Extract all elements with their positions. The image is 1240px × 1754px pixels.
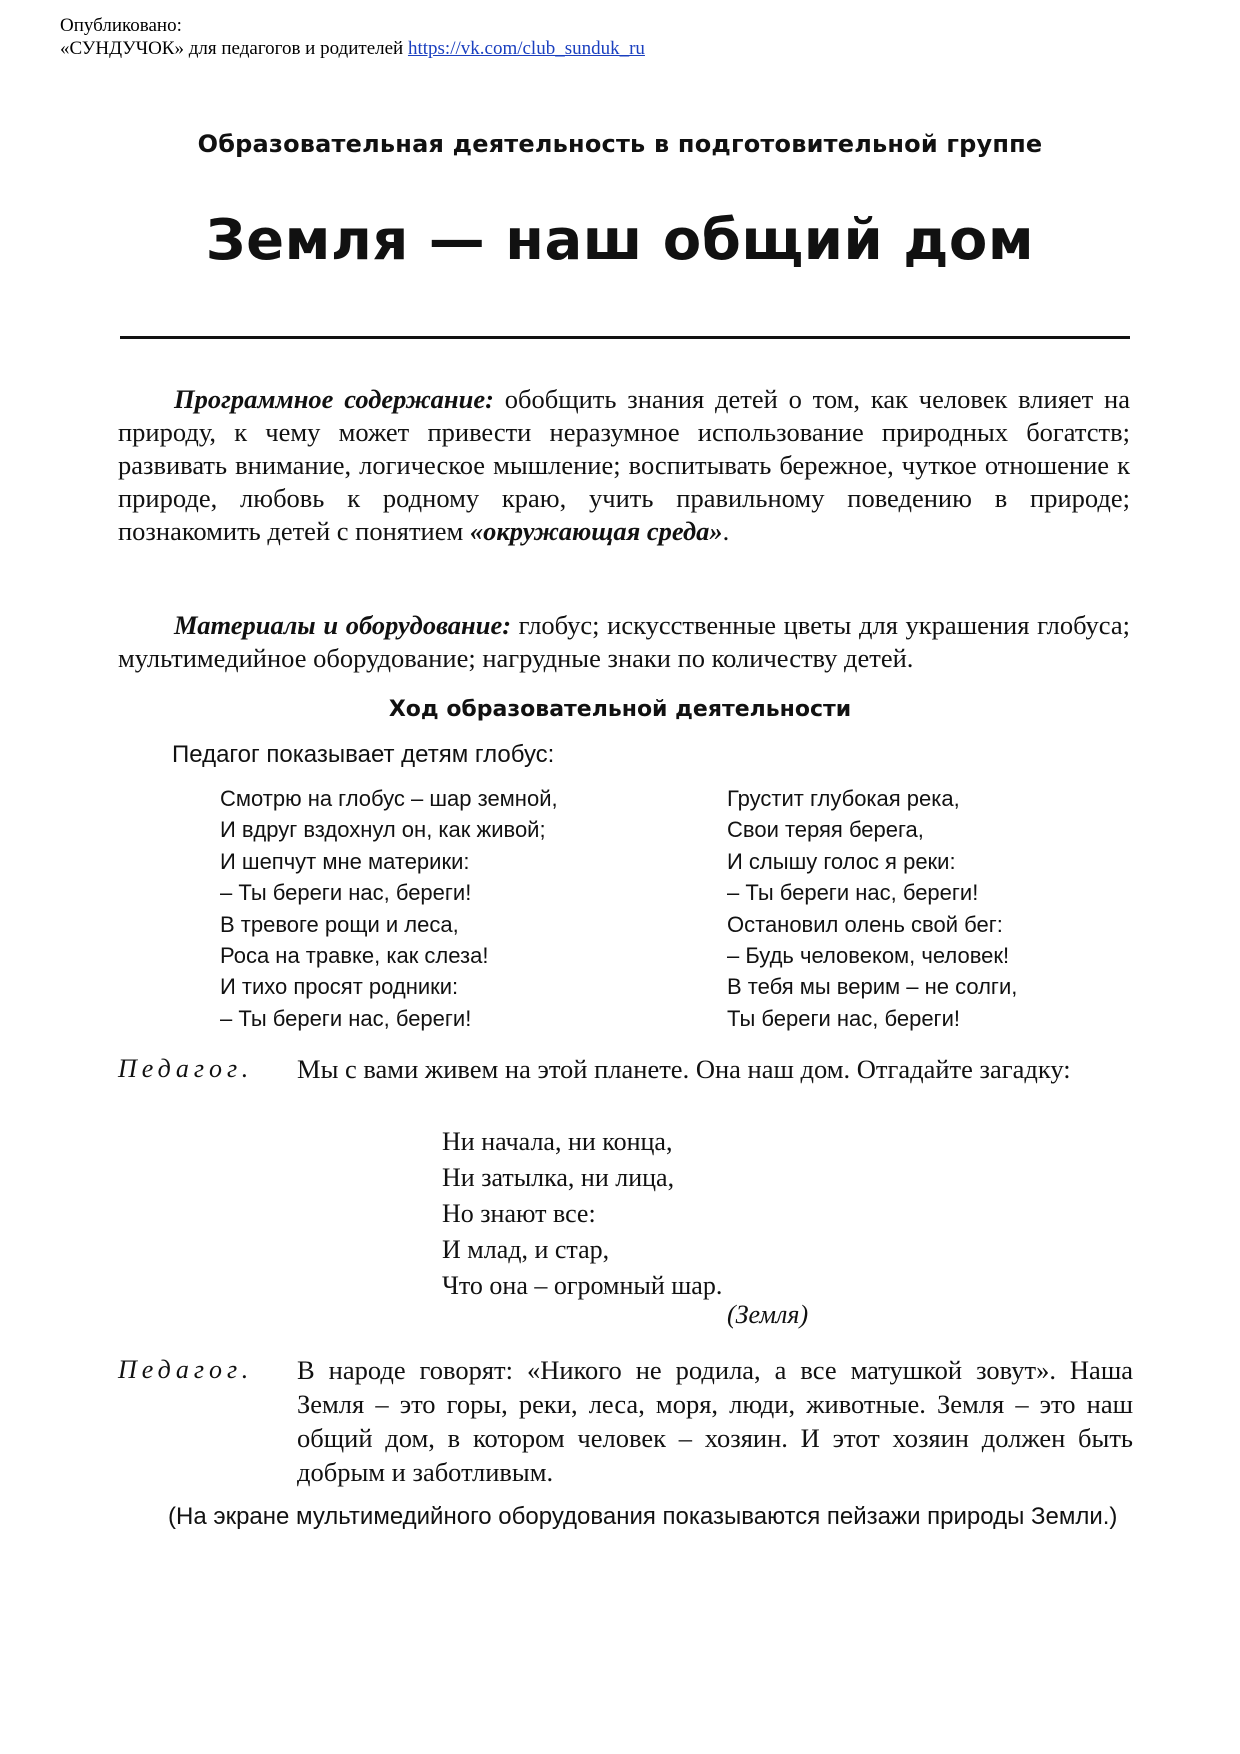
riddle-line: Что она – огромный шар. [442,1271,723,1300]
poem-line: И тихо просят родники: [220,974,459,1000]
stage-note: (На экране мультимедийного оборудования показываются пейзажи природы Земли.) [168,1503,1118,1530]
poem-line: В тревоге рощи и леса, [220,911,459,937]
riddle-line: И млад, и стар, [442,1235,610,1264]
materials-text: глобус; искусственные цветы для украшения глобуса; мультимедийное оборудование; нагрудные знаки по количеству детей. [118,610,1130,673]
riddle-line: Но знают все: [442,1199,596,1228]
document-title: Земля — наш общий дом [205,208,1035,273]
program-content-paragraph: Программное содержание: обобщить знания детей о том, как человек влияет на природу, к чему может привести неразумное использование природных богатств; развивать внимание, логическое мышление; воспитывать бережное, чуткое отношение к природе, любовь к родному краю, учить правильному поведению в природе; познакомить детей с понятием «окружающая среда». [118,384,1130,546]
publisher-name: «СУНДУЧОК» для педагогов и родителей [60,38,404,59]
poem-left-column [220,783,558,1034]
riddle [442,1124,722,1304]
poem-line: Свои теряя берега, [727,817,924,843]
publication-info [60,14,645,60]
speaker-label: Педагог. [118,1355,254,1384]
riddle-line: Ни затылка, ни лица, [442,1163,675,1192]
poem-line: И слышу голос я реки: [727,848,956,874]
program-content-text: обобщить знания детей о том, как человек влияет на природу, к чему может привести неразумное использование природных богатств; развивать внимание, логическое мышление; воспитывать бережное, чуткое отношение к природе, любовь к родному краю, учить правильному поведению в природе; познакомить детей с понятием [118,384,1130,546]
published-label: Опубликовано: [60,15,182,36]
poem-line: – Будь человеком, человек! [727,943,1010,969]
riddle-line: Ни начала, ни конца, [442,1127,673,1156]
teacher-speech: Мы с вами живем на этой планете. Она наш дом. Отгадайте загадку: [297,1054,1071,1084]
poem-line: – Ты береги нас, береги! [727,880,979,906]
poem-right-column [727,783,1017,1034]
poem-line: Ты береги нас, береги! [727,1005,960,1031]
materials-label: Материалы и оборудование: [174,610,512,640]
poem-line: Смотрю на глобус – шар земной, [220,786,558,811]
publisher-link[interactable]: https://vk.com/club_sunduk_ru [407,38,645,59]
document-subtitle: Образовательная деятельность в подготовительной группе [197,130,1043,158]
poem-line: Грустит глубокая река, [727,786,960,811]
riddle-answer: (Земля) [727,1300,809,1329]
materials-paragraph [118,609,1130,675]
environment-term: «окружающая среда» [469,516,723,546]
poem-line: – Ты береги нас, береги! [220,880,472,906]
poem-line: Остановил олень свой бег: [727,911,1003,937]
publisher-line [60,37,645,60]
poem-line: В тебя мы верим – не солги, [727,974,1018,1000]
poem-line: И шепчут мне материки: [220,848,470,874]
poem-line: – Ты береги нас, береги! [220,1005,472,1031]
poem-line: И вдруг вздохнул он, как живой; [220,817,546,843]
poem-line: Роса на травке, как слеза! [220,943,489,969]
speaker-label: Педагог. [118,1054,254,1083]
title-divider [120,336,1130,339]
teacher-speech: В народе говорят: «Никого не родила, а все матушкой зовут». Наша Земля – это горы, реки, леса, моря, люди, животные. Земля – это наш общий дом, в котором человек – хозяин. И этот хозяин должен быть добрым и заботливым. [297,1355,1133,1487]
lead-sentence: Педагог показывает детям глобус: [172,741,555,768]
section-heading: Ход образовательной деятельности [388,697,852,722]
program-content-label: Программное содержание: [174,384,494,414]
